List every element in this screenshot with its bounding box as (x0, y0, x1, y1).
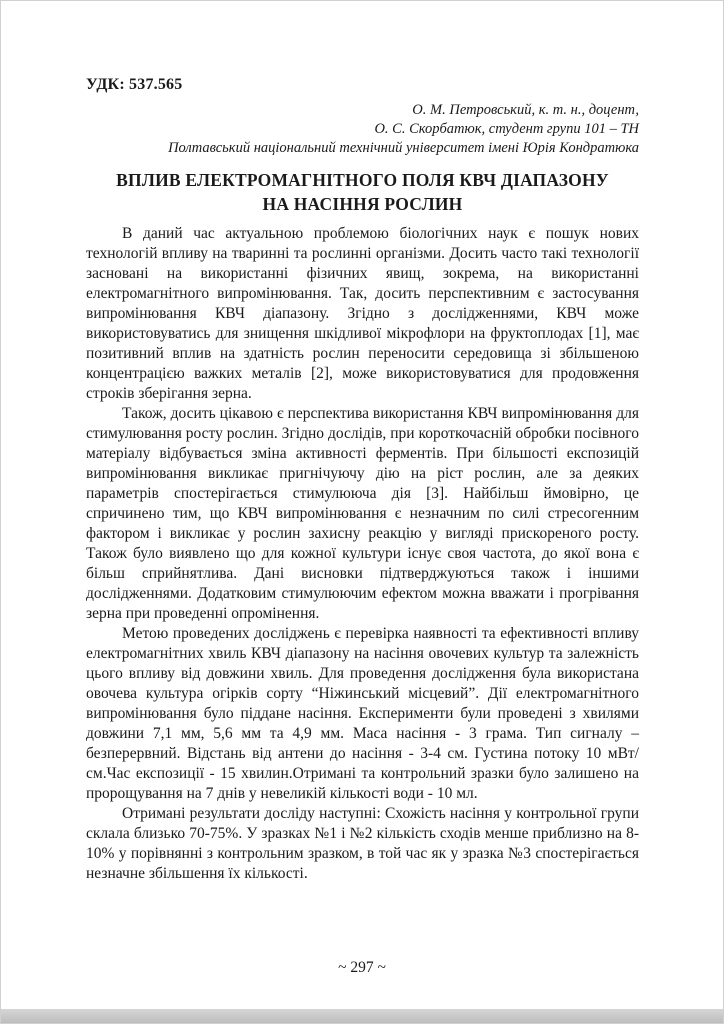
paragraph-4: Отримані результати досліду наступні: Схожість насіння у контрольної групи склала близько 70-75%. У зразках №1 і №2 кількість сходів менше приблизно на 8-10% у порівнянні з контрольним зразком, в той час як у зразка №3 спостерігається незначне збільшення їх кількості. (86, 805, 639, 882)
paragraph-2: Також, досить цікавою є перспектива використання КВЧ випромінювання для стимулювання росту рослин. Згідно дослідів, при короткочасній обробки посівного матеріалу відбувається зміна активності ферментів. При більшості експозицій випромінювання викликає пригнічуючу дію на ріст рослин, але за деяких параметрів спостерігається стимулююча дія [3]. Найбільш ймовірно, це спричинено тим, що КВЧ випромінювання є незначним по силі стресогенним фактором і викликає у рослин захисну реакцію у вигляді прискореного росту. Також було виявлено що для кожної культури існує своя частота, до якої вона є більш сприйнятлива. Дані висновки підтверджуються також і іншими дослідженнями. Додатковим стимулюючим ефектом можна вважати і прогрівання зерна при проведенні опромінення. (86, 405, 639, 622)
paper-title-line-2: НА НАСІННЯ РОСЛИН (262, 194, 463, 214)
paper-title-line-1: ВПЛИВ ЕЛЕКТРОМАГНІТНОГО ПОЛЯ КВЧ ДІАПАЗОНУ (116, 170, 609, 190)
page-number: ~ 297 ~ (338, 959, 386, 976)
author-line-2: О. С. Скорбатюк, студент групи 101 – ТН (374, 121, 639, 137)
author-block (86, 101, 639, 158)
affiliation-line: Полтавський національний технічний університет імені Юрія Кондратюка (168, 140, 639, 156)
paper-title (86, 168, 639, 216)
page-bottom-edge (1, 1009, 723, 1023)
page-content (1, 1, 723, 884)
paragraph-1: В даний час актуальною проблемою біологічних наук є пошук нових технологій впливу на тваринні та рослинні організми. Досить часто такі технології засновані на використанні фізичних явищ, зокрема, на використанні електромагнітного випромінювання. Так, досить перспективним є застосування випромінювання КВЧ діапазону. Згідно з дослідженнями, КВЧ може використовуватись для знищення шкідливої мікрофлори на фруктоплодах [1], має позитивний вплив на здатність рослин переносити середовища зі збільшеною концентрацією важких металів [2], може використовуватися для продовження строків зберігання зерна. (86, 225, 639, 402)
article-body (86, 224, 639, 884)
udc-code: УДК: 537.565 (86, 76, 183, 93)
author-line-1: О. М. Петровський, к. т. н., доцент, (412, 102, 639, 118)
paragraph-3: Метою проведених досліджень є перевірка наявності та ефективності впливу електромагнітних хвиль КВЧ діапазону на насіння овочевих культур та залежність цього впливу від довжини хвиль. Для проведення дослідження була використана овочева культура огірків сорту “Ніжинський місцевий”. Дії електромагнітного випромінювання було піддане насіння. Експерименти були проведені з хвилями довжини 7,1 мм, 5,6 мм та 4,9 мм. Маса насіння - 3 грама. Тип сигналу – безперервний. Відстань від антени до насіння - 3-4 см. Густина потоку 10 мВт/см.Час експозиції - 15 хвилин.Отримані та контрольний зразки було залишено на пророщування на 7 днів у невеликій кількості води - 10 мл. (86, 625, 639, 802)
